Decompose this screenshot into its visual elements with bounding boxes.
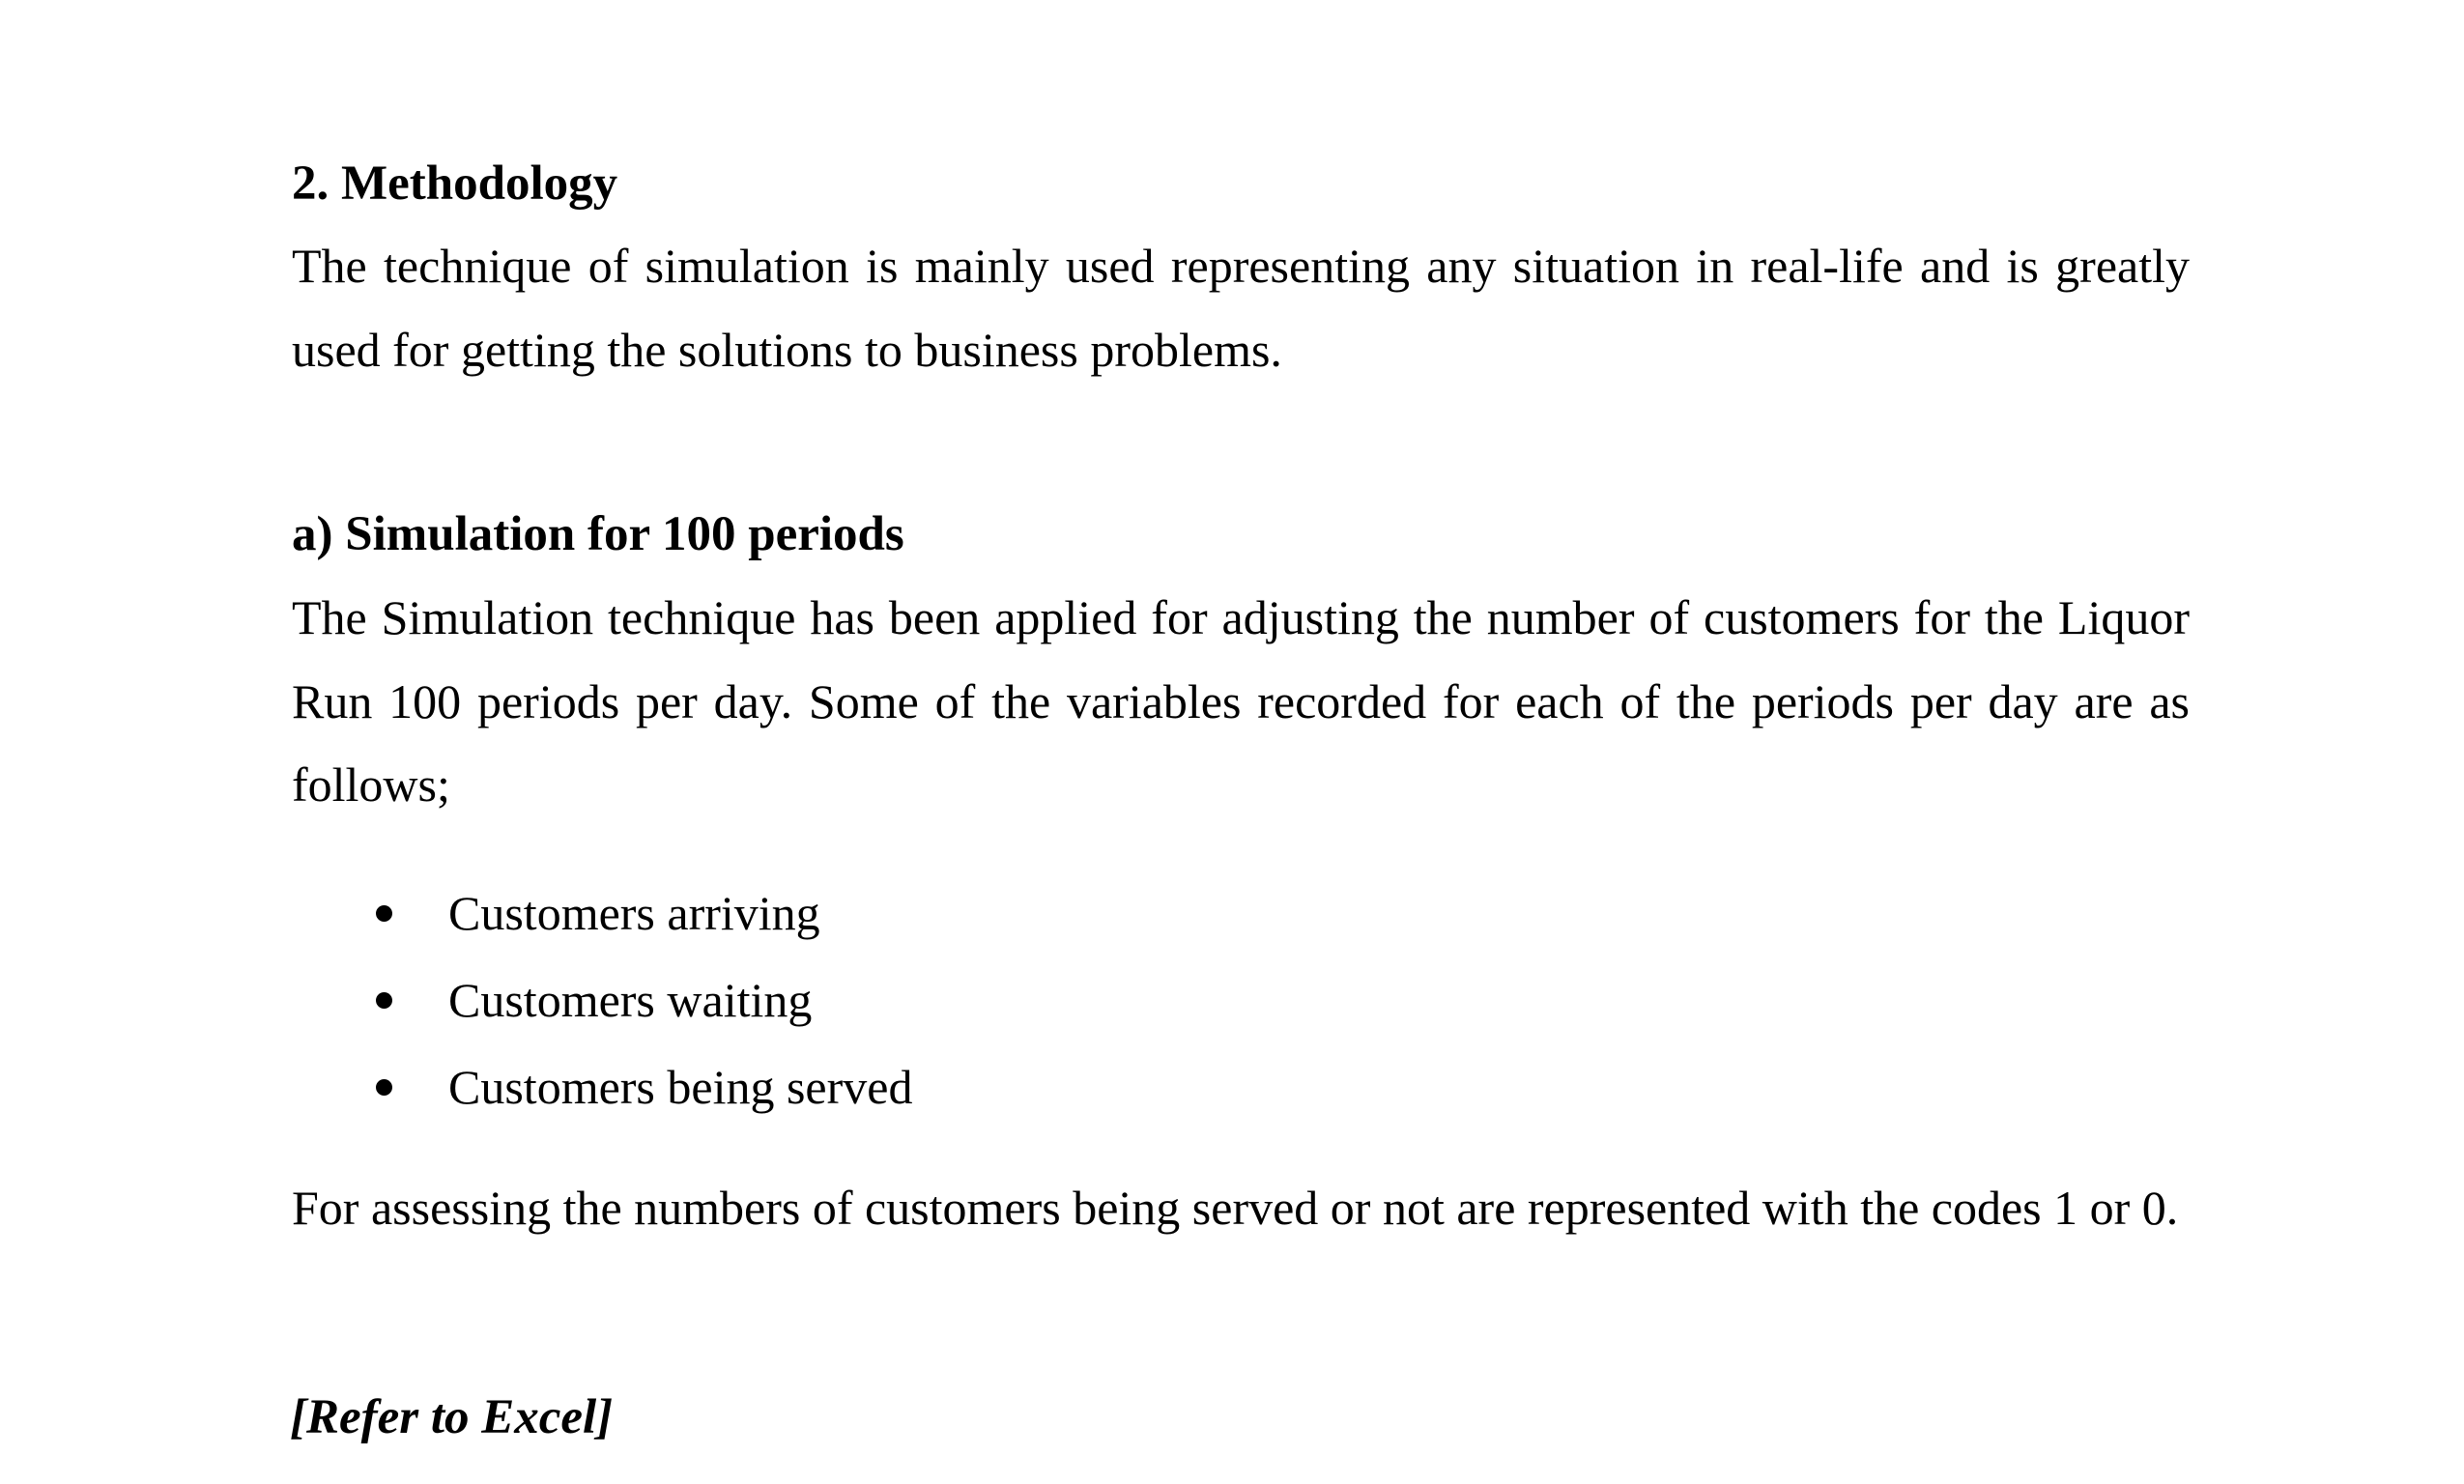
subsection-heading: a) Simulation for 100 periods [292,507,904,561]
simulation-paragraph: The Simulation technique has been applied for adjusting the number of customers for the Liquor Run 100 periods per day. Some of the variables recorded for each of the periods per day are as follows; [292,590,2190,812]
list-item-text: Customers arriving [448,886,820,940]
codes-paragraph: For assessing the numbers of customers being served or not are represented with the codes 1 or 0. [292,1181,2179,1235]
list-item-text: Customers being served [448,1060,913,1114]
bullet-icon [376,992,392,1009]
section-heading: 2. Methodology [292,157,618,211]
list-item-text: Customers waiting [448,973,813,1027]
bullet-icon [376,905,392,922]
intro-paragraph: The technique of simulation is mainly used representing any situation in real-life and is greatly used for getting the solutions to business problems. [292,239,2190,377]
bullet-icon [376,1079,392,1096]
excel-reference: [Refer to Excel] [290,1390,614,1444]
